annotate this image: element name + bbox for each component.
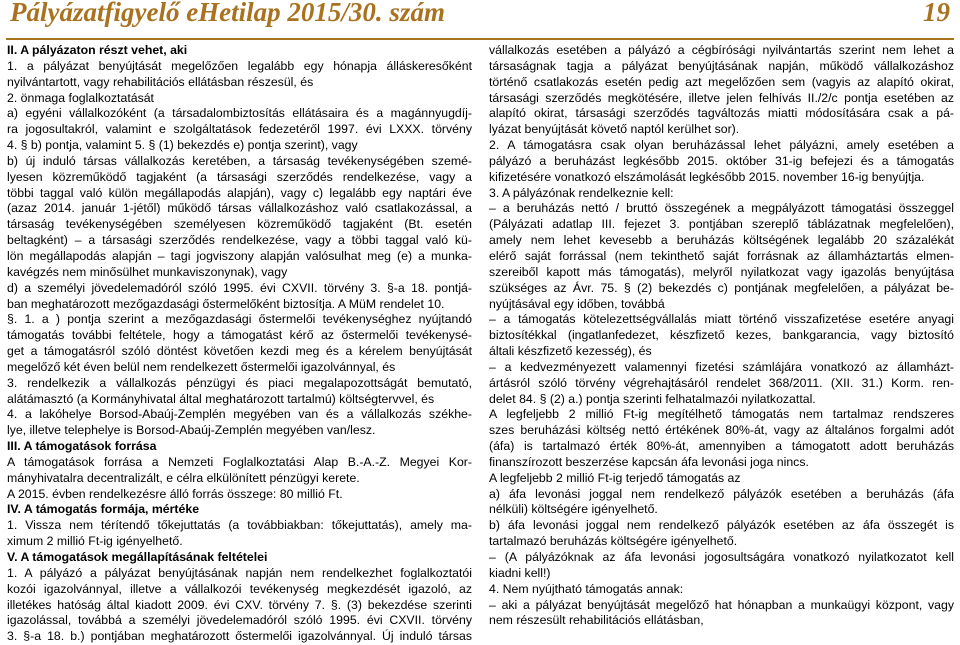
text-line: amely nem lehet kevesebb a beruházás költségének legalább 20 százalékát (489, 233, 954, 248)
section-heading: V. A támogatások megállapításának feltételei (7, 550, 268, 564)
text-line: lön megállapodás alapján – tagi jogviszony alapján valósulhat meg (e) a munka- (7, 248, 472, 263)
text-line: szes beruházási költség nettó értékének 80%-át, vagy az általános forgalmi adót (489, 423, 954, 438)
text-line: (áfa) is tartalmazó érték 80%-át, amennyiben a támogatott adott beruházás (489, 439, 954, 454)
text-line: nyilvántartott, vagy rehabilitációs ellátásban részesül, és (7, 74, 314, 89)
text-line: megelőző két éven belül nem rendelkezett őstermelői igazolvánnyal, és (7, 359, 396, 374)
text-line: alátámasztó (a Kormányhivatal által meghatározott tartalmú) költségtervvel, és (7, 391, 435, 406)
text-line: get a támogatásról szóló döntést követően kezdi meg és a kérelem benyújtását (7, 344, 472, 359)
text-line: b) áfa levonási joggal nem rendelkező pályázók esetében az áfa összegét is (489, 518, 954, 533)
text-line: A legfeljebb 2 millió Ft-ig terjedő támogatás az (489, 470, 741, 485)
text-line: társaságnak tagja a pályázat benyújtásának napján, működő vállalkozáshoz (489, 58, 954, 73)
text-line: lyesen közreműködő tagjaként (a társasági szerződés rendelkezése, vagy a (7, 169, 472, 184)
text-line: b) új induló társas vállalkozás keretében, a társaság tevékenységében szemé- (7, 153, 472, 168)
text-line: igazolással, továbbá a személyi jövedelemadóról szóló 1995. évi CXVII. törvény (7, 613, 472, 628)
text-line: 1. A pályázó a pályázat benyújtásának napján nem rendelkezhet foglalkoztatói (7, 565, 472, 580)
text-line: 2. A támogatásra csak olyan beruházással lehet pályázni, amely esetében a (489, 138, 954, 153)
text-line: biztosítékkal (ingatlanfedezet, készfizető kezes, bankgarancia, vagy biztosító (489, 328, 954, 343)
text-line: – a beruházás nettó / bruttó összegének a megpályázott támogatási összeggel (489, 201, 954, 216)
text-line: a) áfa levonási joggal nem rendelkező pályázók esetében a beruházás (áfa (489, 486, 954, 501)
text-line: A legfeljebb 2 millió Ft-ig megítélhető támogatás nem tartalmaz rendszeres (489, 407, 954, 422)
text-line: kavégzés nem minősülhet munkaviszonynak), vagy (7, 264, 288, 279)
text-line: 3. A pályázónak rendelkeznie kell: (489, 185, 674, 200)
text-line: §. 1. a ) pontja szerint a mezőgazdasági őstermelői tevékenységhez nyújtandó (7, 312, 472, 327)
text-line: tartalmazó beruházás költségére igényelhető. (489, 534, 738, 549)
text-line: kifizetésére vonatkozó elszámolását legkésőbb 2015. november 16-ig benyújtja. (489, 169, 925, 184)
text-line: alapító okirat, társasági szerződés tagváltozás miatti módosítására csak a pá- (489, 106, 954, 121)
text-line: lyázat benyújtását követő naptól kerülhet sor). (489, 122, 740, 137)
right-text-column (489, 43, 954, 628)
text-line: 4. § b) pontja, valamint 5. § (1) bekezdés e) pontja szerint), vagy (7, 138, 358, 153)
text-line: – a kedvezményezett valamennyi fizetési számlájára vonatkozó az államházt- (489, 359, 954, 374)
text-line: d) a személyi jövedelemadóról szóló 1995. évi CXVII. törvény 3. §-a 18. pontjá- (7, 280, 472, 295)
text-line: 3. §-a 18. b.) pontjában meghatározott őstermelői igazolvánnyal. Új induló társas (7, 629, 472, 644)
publication-title: Pályázatfigyelő eHetilap 2015/30. szám (10, 0, 445, 27)
text-line: beltagként) – a társasági szerződés rendelkezése, vagy a többi taggal való kü- (7, 233, 472, 248)
text-line: 4. a lakóhelye Borsod-Abaúj-Zemplén megyében van és a vállalkozás székhe- (7, 407, 472, 422)
text-line: 1. a pályázat benyújtását megelőzően legalább egy hónapja álláskeresőként (7, 58, 472, 73)
text-line: történő csatlakozás esetén pedig azt megelőzően sem (vagyis az alapító okirat, (489, 74, 954, 89)
text-line: illetékes hatóság által kiadott 2009. évi CXV. törvény 7. §. (3) bekezdése szerinti (7, 597, 472, 612)
text-line: 3. rendelkezik a vállalkozás pénzügyi és piaci megalapozottságát bemutató, (7, 375, 472, 390)
text-line: nélküli) költségére igényelhető. (489, 502, 658, 517)
text-line: – (A pályázóknak az áfa levonási jogosultságára vonatkozó nyilatkozatot kell (489, 550, 954, 564)
text-line: finanszírozott beszerzése kapcsán áfa levonási joga nincs. (489, 454, 809, 469)
text-line: nyújtásával egy időben, továbbá (489, 296, 665, 311)
text-line: ártásról szóló törvény végrehajtásáról rendelet 368/2011. (XII. 31.) Korm. ren- (489, 375, 954, 390)
text-line: kozói igazolvánnyal, illetve a vállalkozói tevékenység megkezdését igazoló, az (7, 581, 472, 596)
text-line: – aki a pályázat benyújtását megelőző hat hónapban a munkaügyi központ, vagy (489, 597, 954, 612)
text-line: pályázó a beruházást legkésőbb 2015. október 31-ig befejezi és a támogatás (489, 153, 954, 168)
text-line: vállalkozás esetében a pályázó a cégbírósági nyilvántartás szerint nem lehet a (489, 43, 954, 57)
text-line: A támogatások forrása a Nemzeti Foglalkoztatási Alap B.-A.-Z. Megyei Kor- (7, 454, 472, 469)
text-line: kiadni kell!) (489, 565, 551, 580)
text-line: 1. Vissza nem térítendő tőkejuttatás (a továbbiakban: tőkejuttatás), amely ma- (7, 518, 472, 533)
left-text-column (7, 43, 472, 644)
text-line: társaság tevékenységében személyesen közreműködő tagjaként (Bt. esetén (7, 217, 472, 232)
text-line: a) egyéni vállalkozóként (a társadalombiztosítás ellátásaira és a magánnyugdíj- (7, 106, 472, 121)
text-line: nem részesült rehabilitációs ellátásban, (489, 613, 704, 628)
text-line: 2. önmaga foglalkoztatását (7, 90, 154, 105)
header-divider (6, 38, 954, 40)
page-header (0, 0, 960, 40)
text-line: (azaz 2014. január 1-jétől) működő társas vállalkozáshoz való csatlakozással, a (7, 201, 472, 216)
page-number: 19 (923, 0, 950, 27)
text-line: A 2015. évben rendelkezésre álló forrás összege: 80 millió Ft. (7, 486, 343, 501)
text-line: ximum 2 millió Ft-ig igényelhető. (7, 534, 183, 549)
text-line: mányhivatalra decentralizált, e célra elkülönített pénzügyi kerete. (7, 470, 360, 485)
text-line: lye, illetve telephelye is Borsod-Abaúj-Zemplén megyében van/lesz. (7, 423, 376, 438)
section-heading: IV. A támogatás formája, mértéke (7, 502, 200, 517)
text-line: szükséges az Ávr. 75. § (2) bekezdés c) pontjának megfelelően, a pályázat be- (489, 280, 954, 295)
text-line: (Pályázati adatlap III. fejezet 3. pontjában szereplő táblázatnak megfelelően), (489, 217, 954, 232)
text-line: szereiből kapott más támogatás), melyről nyilatkozat vagy igazolás benyújtása (489, 264, 954, 279)
text-line: elérő saját forrással (nem tekinthető saját forrásnak az államháztartás elmen- (489, 248, 954, 263)
text-line: delet 84. § (2) a.) pontja szerinti felhatalmazói nyilatkozattal. (489, 391, 816, 406)
text-line: ra jogosultakról, valamint e szolgáltatások fedezetéről 1997. évi LXXX. törvény (7, 122, 472, 137)
text-line: 4. Nem nyújtható támogatás annak: (489, 581, 684, 596)
section-heading: III. A támogatások forrása (7, 439, 157, 454)
text-line: társasági szerződés megkötésére, illetve jelen felhívás II./2/c pontja esetében az (489, 90, 954, 105)
text-line: támogatás további feltétele, hogy a támogatást kérő az őstermelői tevékenysé- (7, 328, 472, 343)
text-line: általi készfizető kezesség), és (489, 344, 652, 359)
text-line: – a támogatás kötelezettségvállalás miatt történő visszafizetése esetére anyagi (489, 312, 954, 327)
section-heading: II. A pályázaton részt vehet, aki (7, 43, 188, 57)
text-line: ban meghatározott mezőgazdasági őstermelőként biztosítja. A MüM rendelet 10. (7, 296, 445, 311)
text-line: többi taggal való külön megállapodás alapján), vagy c) legalább egy naptári éve (7, 185, 472, 200)
